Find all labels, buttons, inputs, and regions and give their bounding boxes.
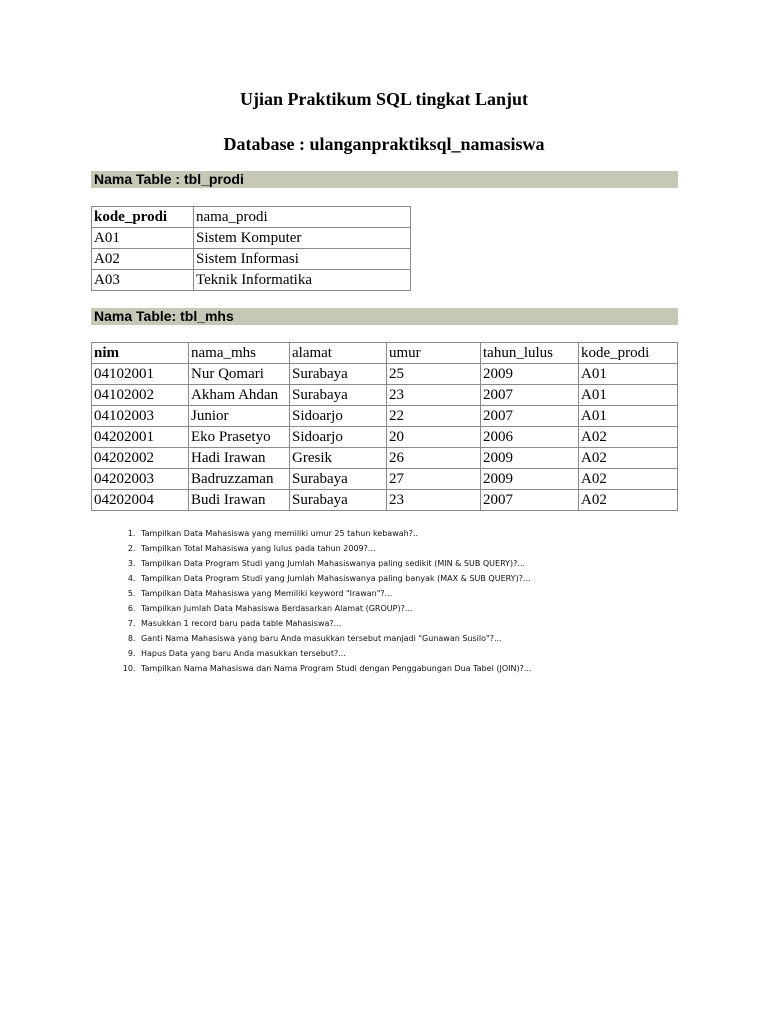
table-cell: A02: [579, 490, 678, 511]
table-header-row: [92, 343, 678, 364]
tbl-prodi-heading: Nama Table : tbl_prodi: [91, 171, 678, 188]
table-row: [92, 270, 411, 291]
question-item: 7. Masukkan 1 record baru pada table Mahasiswa?...: [138, 616, 531, 631]
column-header: umur: [387, 343, 481, 364]
table-row: [92, 249, 411, 270]
table-cell: 04102002: [92, 385, 189, 406]
table-cell: 20: [387, 427, 481, 448]
table-row: [92, 427, 678, 448]
column-header: kode_prodi: [579, 343, 678, 364]
tbl-mhs-heading: Nama Table: tbl_mhs: [91, 308, 678, 325]
table-cell: Budi Irawan: [189, 490, 290, 511]
table-cell: 04202003: [92, 469, 189, 490]
table-cell: 04102001: [92, 364, 189, 385]
column-header: kode_prodi: [92, 207, 194, 228]
table-row: [92, 228, 411, 249]
document-title: Ujian Praktikum SQL tingkat Lanjut: [239, 89, 529, 109]
table-cell: Surabaya: [290, 364, 387, 385]
table-cell: 2006: [481, 427, 579, 448]
table-cell: Sidoarjo: [290, 406, 387, 427]
table-cell: 2009: [481, 364, 579, 385]
table-header-row: [92, 207, 411, 228]
table-cell: Hadi Irawan: [189, 448, 290, 469]
table-cell: 26: [387, 448, 481, 469]
table-cell: 25: [387, 364, 481, 385]
table-cell: 2009: [481, 448, 579, 469]
table-row: [92, 469, 678, 490]
table-cell: 27: [387, 469, 481, 490]
question-item: 5. Tampilkan Data Mahasiswa yang Memiliki keyword "Irawan"?...: [138, 586, 531, 601]
table-cell: 04202004: [92, 490, 189, 511]
table-cell: Eko Prasetyo: [189, 427, 290, 448]
table-cell: Gresik: [290, 448, 387, 469]
question-item: 2. Tampilkan Total Mahasiswa yang lulus pada tahun 2009?...: [138, 541, 531, 556]
table-row: [92, 364, 678, 385]
table-cell: 2007: [481, 490, 579, 511]
table-cell: Sidoarjo: [290, 427, 387, 448]
column-header: nama_mhs: [189, 343, 290, 364]
table-cell: 22: [387, 406, 481, 427]
table-cell: A01: [92, 228, 194, 249]
table-cell: 2007: [481, 406, 579, 427]
column-header: nama_prodi: [194, 207, 411, 228]
column-header: nim: [92, 343, 189, 364]
table-cell: Sistem Informasi: [194, 249, 411, 270]
table-cell: Sistem Komputer: [194, 228, 411, 249]
table-row: [92, 448, 678, 469]
question-item: 6. Tampilkan Jumlah Data Mahasiswa Berdasarkan Alamat (GROUP)?...: [138, 601, 531, 616]
table-cell: A02: [579, 448, 678, 469]
table-cell: A01: [579, 406, 678, 427]
column-header: tahun_lulus: [481, 343, 579, 364]
table-cell: Teknik Informatika: [194, 270, 411, 291]
question-item: 4. Tampilkan Data Program Studi yang Jumlah Mahasiswanya paling banyak (MAX & SUB QUERY)?...: [138, 571, 531, 586]
table-cell: Surabaya: [290, 469, 387, 490]
table-cell: Badruzzaman: [189, 469, 290, 490]
table-cell: 04202002: [92, 448, 189, 469]
table-cell: 2007: [481, 385, 579, 406]
table-cell: 04202001: [92, 427, 189, 448]
table-row: [92, 406, 678, 427]
table-cell: 23: [387, 490, 481, 511]
table-row: [92, 490, 678, 511]
tbl-prodi-table: [91, 206, 411, 291]
table-cell: A02: [579, 427, 678, 448]
table-cell: Surabaya: [290, 385, 387, 406]
table-cell: Junior: [189, 406, 290, 427]
table-cell: Nur Qomari: [189, 364, 290, 385]
question-item: 1. Tampilkan Data Mahasiswa yang memiliki umur 25 tahun kebawah?..: [138, 526, 531, 541]
question-list: [114, 526, 531, 676]
table-cell: 2009: [481, 469, 579, 490]
table-cell: Surabaya: [290, 490, 387, 511]
column-header: alamat: [290, 343, 387, 364]
question-item: 9. Hapus Data yang baru Anda masukkan tersebut?...: [138, 646, 531, 661]
table-cell: 04102003: [92, 406, 189, 427]
question-item: 8. Ganti Nama Mahasiswa yang baru Anda masukkan tersebut manjadi "Gunawan Susilo"?...: [138, 631, 531, 646]
table-cell: A03: [92, 270, 194, 291]
database-name: Database : ulanganpraktiksql_namasiswa: [223, 134, 545, 154]
table-cell: A01: [579, 385, 678, 406]
table-cell: A02: [579, 469, 678, 490]
question-item: 3. Tampilkan Data Program Studi yang Jumlah Mahasiswanya paling sedikit (MIN & SUB QUERY)?...: [138, 556, 531, 571]
tbl-mhs-table: [91, 342, 678, 511]
table-cell: A01: [579, 364, 678, 385]
question-item: 10. Tampilkan Nama Mahasiswa dan Nama Program Studi dengan Penggabungan Dua Tabel (JOIN)?...: [138, 661, 531, 676]
table-cell: A02: [92, 249, 194, 270]
table-cell: 23: [387, 385, 481, 406]
table-cell: Akham Ahdan: [189, 385, 290, 406]
table-row: [92, 385, 678, 406]
